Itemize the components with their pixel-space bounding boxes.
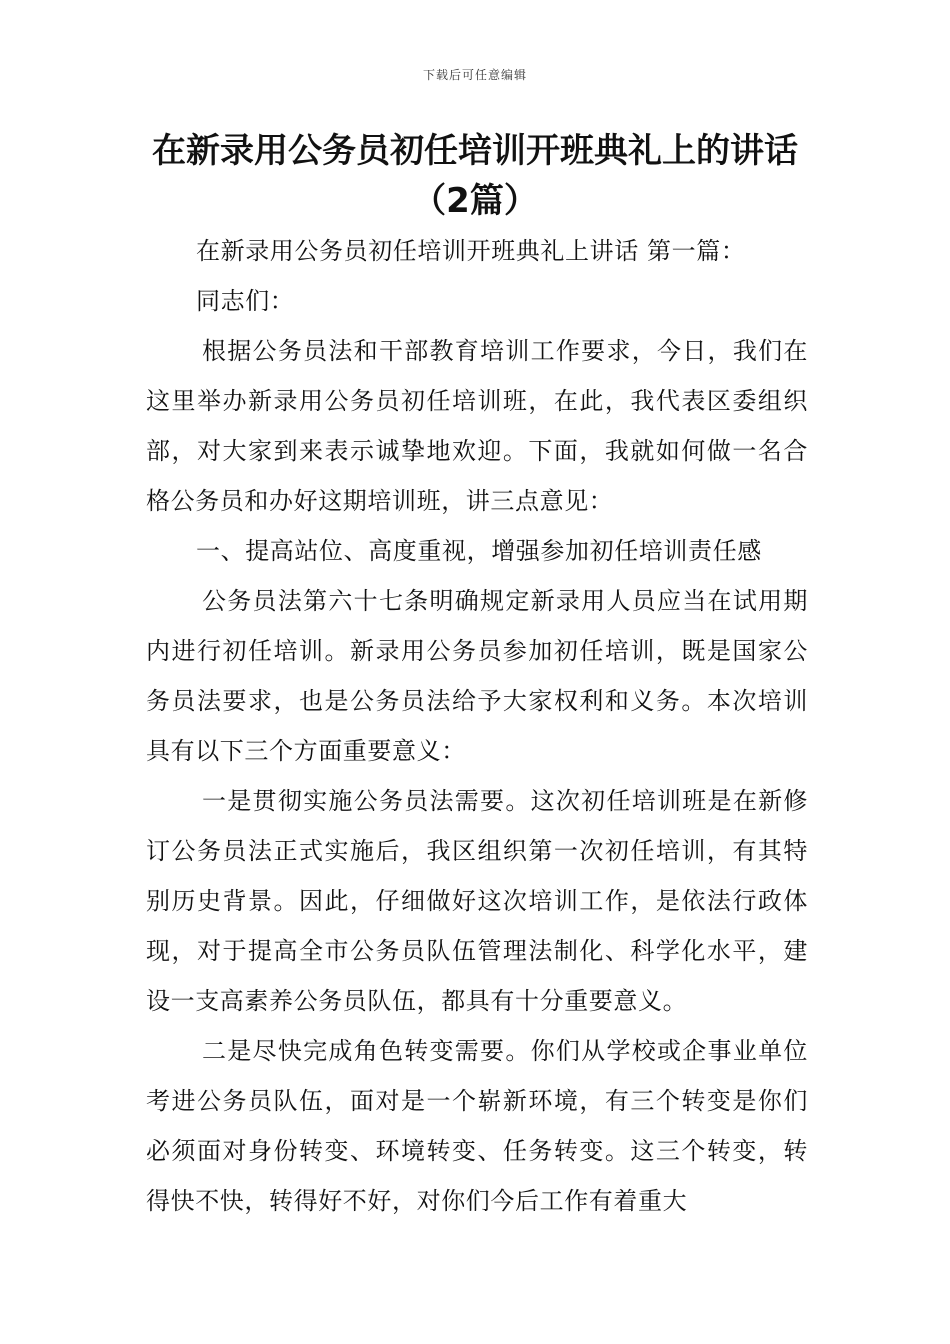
document-title: 在新录用公务员初任培训开班典礼上的讲话（2篇） [152,131,798,221]
body-paragraph: 公务员法第六十七条明确规定新录用人员应当在试用期内进行初任培训。新录用公务员参加初任培训，既是国家公务员法要求，也是公务员法给予大家权利和义务。本次培训具有以下三个方面重要意义： [146,587,808,765]
page-header-note: 下载后可任意编辑 [422,68,527,82]
salutation: 同志们： [196,287,295,315]
document-body [146,226,808,1226]
body-paragraph: 一是贯彻实施公务员法需要。这次初任培训班是在新修订公务员法正式实施后，我区组织第一次初任培训，有其特别历史背景。因此，仔细做好这次培训工作，是依法行政体现，对于提高全市公务员队伍管理法制化、科学化水平，建设一支高素养公务员队伍，都具有十分重要意义。 [146,787,808,1015]
section-heading-first: 在新录用公务员初任培训开班典礼上讲话 第一篇： [196,237,746,265]
body-paragraph: 二是尽快完成角色转变需要。你们从学校或企事业单位考进公务员队伍，面对是一个崭新环境，有三个转变是你们必须面对身份转变、环境转变、任务转变。这三个转变，转得快不快，转得好不好，对你们今后工作有着重大 [146,1037,808,1215]
body-paragraph: 根据公务员法和干部教育培训工作要求，今日，我们在这里举办新录用公务员初任培训班，在此，我代表区委组织部，对大家到来表示诚挚地欢迎。下面，我就如何做一名合格公务员和办好这期培训班，讲三点意见： [146,337,808,515]
section-heading-one: 一、提高站位、高度重视，增强参加初任培训责任感 [196,537,762,565]
